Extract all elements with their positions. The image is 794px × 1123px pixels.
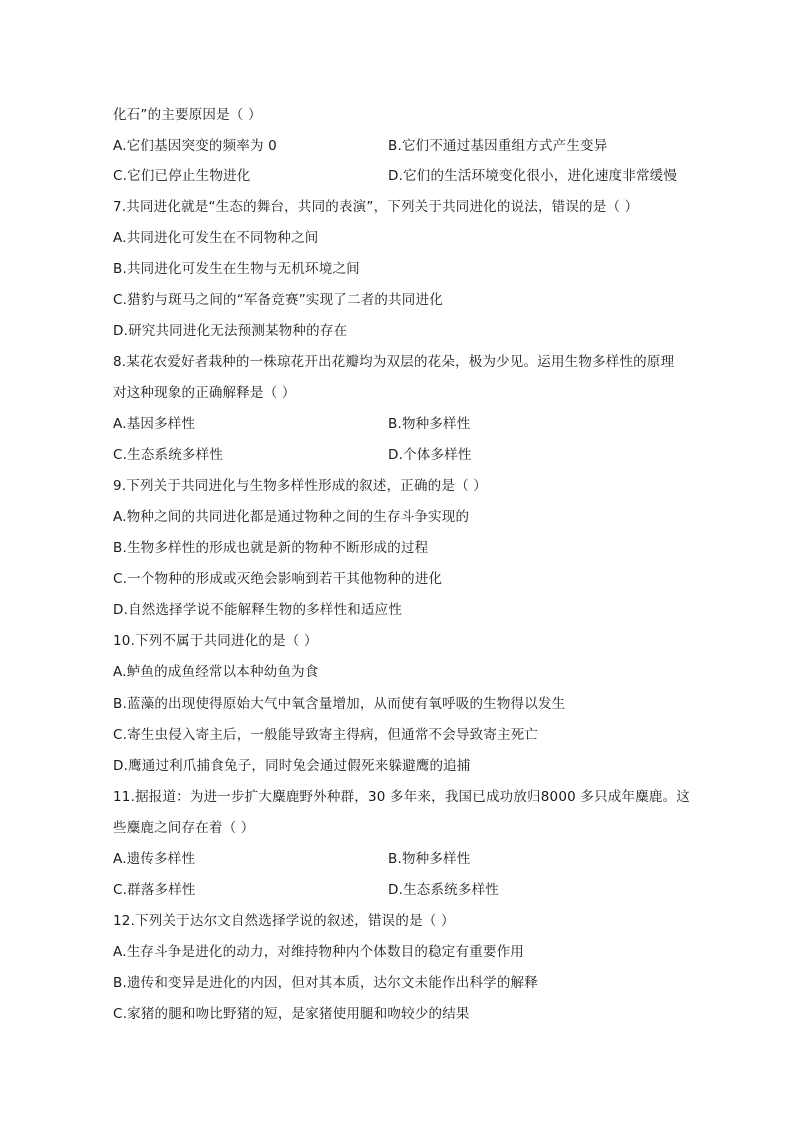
q9-option-a: A.物种之间的共同进化都是通过物种之间的生存斗争实现的 <box>113 509 470 525</box>
q8-option-b: B.物种多样性 <box>388 416 471 432</box>
question-9-stem: 9.下列关于共同进化与生物多样性形成的叙述，正确的是（ ） <box>113 478 487 494</box>
q11-option-b: B.物种多样性 <box>388 851 471 867</box>
q9-option-c: C.一个物种的形成或灭绝会影响到若干其他物种的进化 <box>113 571 443 587</box>
question-7-stem: 7.共同进化就是“生态的舞台，共同的表演”，下列关于共同进化的说法，错误的是（ ） <box>113 199 639 215</box>
q10-option-a: A.鲈鱼的成鱼经常以本种幼鱼为食 <box>113 664 319 680</box>
q9-option-d: D.自然选择学说不能解释生物的多样性和适应性 <box>113 602 403 618</box>
question-11-stem: 11.据报道：为进一步扩大麋鹿野外种群，30 多年来，我国已成功放归8000 多只成年麋鹿。这 <box>113 789 690 805</box>
q7-option-d: D.研究共同进化无法预测某物种的存在 <box>113 323 348 339</box>
q8-option-d: D.个体多样性 <box>388 447 472 463</box>
q12-option-b: B.遗传和变异是进化的内因，但对其本质，达尔文未能作出科学的解释 <box>113 975 538 991</box>
q6-option-b: B.它们不通过基因重组方式产生变异 <box>388 138 608 154</box>
q6-option-d: D.它们的生活环境变化很小，进化速度非常缓慢 <box>388 168 678 184</box>
q11-option-a: A.遗传多样性 <box>113 851 196 867</box>
q10-option-b: B.蓝藻的出现使得原始大气中氧含量增加，从而使有氧呼吸的生物得以发生 <box>113 696 566 712</box>
q11-option-c: C.群落多样性 <box>113 882 196 898</box>
q12-option-c: C.家猪的腿和吻比野猪的短，是家猪使用腿和吻较少的结果 <box>113 1006 470 1022</box>
q10-option-d: D.鹰通过利爪捕食兔子，同时兔会通过假死来躲避鹰的追捕 <box>113 758 471 774</box>
q11-option-d: D.生态系统多样性 <box>388 882 499 898</box>
q8-option-c: C.生态系统多样性 <box>113 447 224 463</box>
question-12-stem: 12.下列关于达尔文自然选择学说的叙述，错误的是（ ） <box>113 913 455 929</box>
q8-option-a: A.基因多样性 <box>113 416 196 432</box>
question-8-stem: 8.某花农爱好者栽种的一株琼花开出花瓣均为双层的花朵，极为少见。运用生物多样性的原理 <box>113 354 675 370</box>
question-11-stem-cont: 些麋鹿之间存在着（ ） <box>113 820 255 836</box>
q10-option-c: C.寄生虫侵入寄主后，一般能导致寄主得病，但通常不会导致寄主死亡 <box>113 727 539 743</box>
q9-option-b: B.生物多样性的形成也就是新的物种不断形成的过程 <box>113 540 429 556</box>
q7-option-b: B.共同进化可发生在生物与无机环境之间 <box>113 261 360 277</box>
q12-option-a: A.生存斗争是进化的动力，对维持物种内个体数目的稳定有重要作用 <box>113 944 524 960</box>
q7-option-a: A.共同进化可发生在不同物种之间 <box>113 230 319 246</box>
question-6-stem-cont: 化石”的主要原因是（ ） <box>113 107 262 123</box>
q6-option-a: A.它们基因突变的频率为 0 <box>113 138 277 154</box>
q6-option-c: C.它们已停止生物进化 <box>113 168 251 184</box>
q7-option-c: C.猎豹与斑马之间的“军备竞赛”实现了二者的共同进化 <box>113 292 443 308</box>
question-10-stem: 10.下列不属于共同进化的是（ ） <box>113 633 318 649</box>
question-8-stem-cont: 对这种现象的正确解释是（ ） <box>113 385 296 401</box>
